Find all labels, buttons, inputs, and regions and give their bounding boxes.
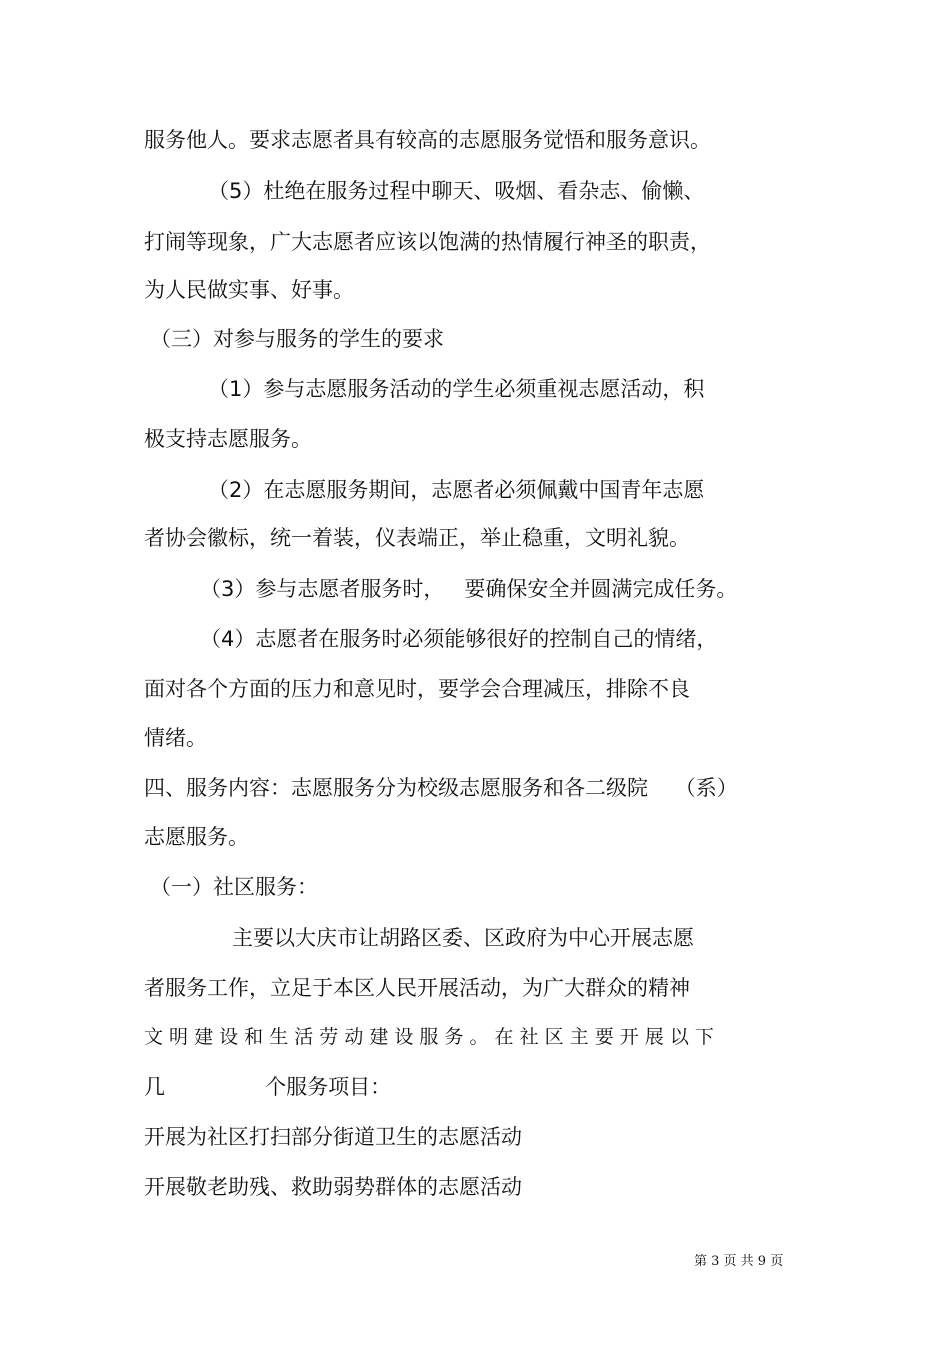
body-line-9: 者协会徽标，统一着装，仪表端正，举止稳重，文明礼貌。 [144, 526, 690, 550]
body-line-7: 极支持志愿服务。 [144, 427, 312, 451]
body-line-12: 面对各个方面的压力和意见时，要学会合理减压，排除不良 [144, 677, 690, 701]
body-line-15: 志愿服务。 [144, 825, 249, 849]
body-line-2: （5）杜绝在服务过程中聊天、吸烟、看杂志、偷懒、 [208, 179, 705, 203]
body-line-18: 者服务工作，立足于本区人民开展活动，为广大群众的精神 [144, 976, 690, 1000]
body-line-6: （1）参与志愿服务活动的学生必须重视志愿活动，积 [208, 377, 705, 401]
body-line-13: 情绪。 [144, 726, 207, 750]
page-number-footer: 第 3 页 共 9 页 [694, 1254, 784, 1269]
body-line-20: 几 个服务项目： [144, 1075, 392, 1099]
body-line-19: 文 明 建 设 和 生 活 劳 动 建 设 服 务 。 在 社 区 主 要 开 展 以 下 [144, 1026, 714, 1048]
body-line-21: 开展为社区打扫部分街道卫生的志愿活动 [144, 1125, 522, 1149]
section-heading-4: 四、服务内容：志愿服务分为校级志愿服务和各二级院 （系） [144, 776, 738, 800]
body-line-1: 服务他人。要求志愿者具有较高的志愿服务觉悟和服务意识。 [144, 128, 711, 152]
body-line-22: 开展敬老助残、救助弱势群体的志愿活动 [144, 1175, 522, 1199]
subsection-heading-1: （一）社区服务： [150, 875, 318, 899]
body-line-4: 为人民做实事、好事。 [144, 278, 354, 302]
section-heading-3: （三）对参与服务的学生的要求 [150, 327, 444, 351]
body-line-17: 主要以大庆市让胡路区委、区政府为中心开展志愿 [232, 926, 694, 950]
body-line-8: （2）在志愿服务期间，志愿者必须佩戴中国青年志愿 [208, 478, 705, 502]
body-line-3: 打闹等现象，广大志愿者应该以饱满的热情履行神圣的职责， [144, 230, 711, 254]
body-line-11: （4）志愿者在服务时必须能够很好的控制自己的情绪， [200, 627, 718, 651]
body-line-10: （3）参与志愿者服务时， 要确保安全并圆满完成任务。 [200, 577, 738, 601]
